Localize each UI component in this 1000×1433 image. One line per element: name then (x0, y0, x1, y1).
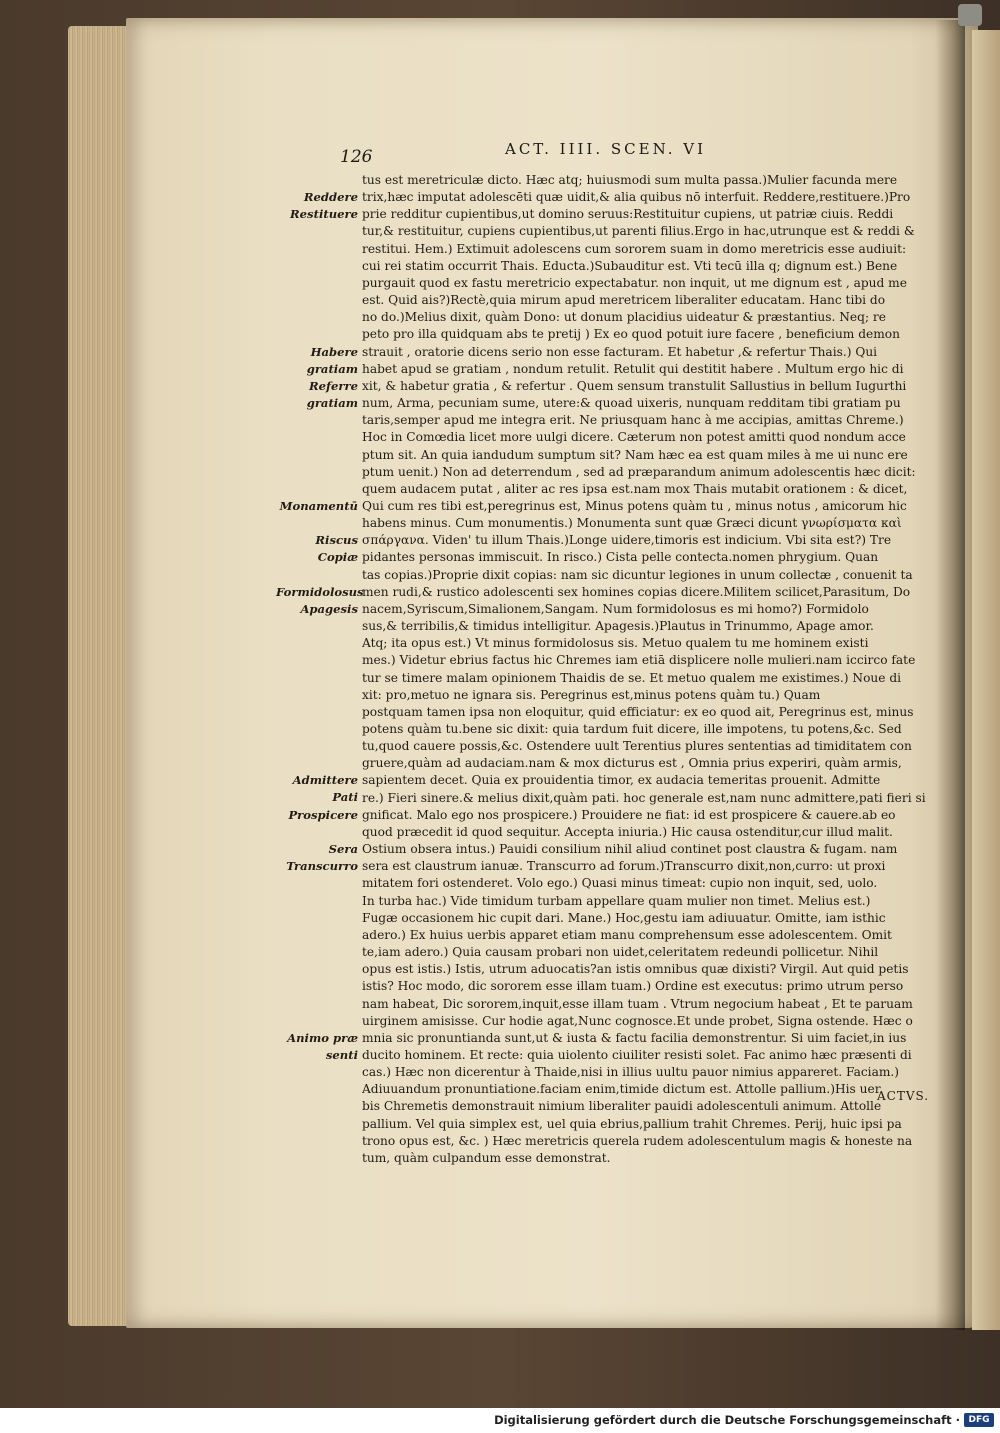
text-line: In turba hac.) Vide timidum turbam appellare quam mulier non timet. Melius est.) (362, 893, 871, 908)
text-line: mnia sic pronuntianda sunt,ut & iusta & factu facilia demonstrentur. Si uim faciet,in ius (362, 1030, 907, 1045)
margin-note: Pati (332, 790, 358, 805)
text-line: Hoc in Comœdia licet more uulgi dicere. Cæterum non potest amitti quod nondum acce (362, 430, 906, 445)
funding-credit: Digitalisierung gefördert durch die Deutsche Forschungsgemeinschaft · (494, 1413, 960, 1427)
margin-note: Transcurro (286, 859, 358, 873)
text-line: xit, & habetur gratia , & refertur . Quem sensum transtulit Sallustius in bellum Iugurthi (362, 378, 907, 393)
text-line: habens minus. Cum monumentis.) Monumenta sunt quæ Græci dicunt γνωρίσματα καὶ (362, 516, 902, 531)
margin-note: Admittere (292, 773, 358, 788)
text-line: Qui cum res tibi est,peregrinus est, Minus potens quàm tu , minus notus , amicorum hic (362, 498, 907, 513)
margin-note: Apagesis (300, 601, 358, 616)
text-line: Atq; ita opus est.) Vt minus formidolosus sis. Metuo qualem tu me hominem existi (362, 636, 869, 651)
text-line: pidantes personas immiscuit. In risco.) Cista pelle contecta.nomen phrygium. Quan (362, 550, 879, 565)
text-line: num, Arma, pecuniam sume, utere:& quoad uixeris, nunquam redditam tibi gratiam pu (362, 396, 901, 411)
text-line: Fugæ occasionem hic cupit dari. Mane.) Hoc,gestu iam adiuuatur. Omitte, iam isthic (362, 910, 886, 925)
text-line: men rudi,& rustico adolescenti sex homines copias dicere.Militem scilicet,Parasitum, Do (362, 584, 911, 599)
text-line: Ostium obsera intus.) Pauidi consilium nihil aliud continet post claustra & fugam. nam (362, 842, 898, 857)
text-line: σπάργανα. Viden' tu illum Thais.)Longe uidere,timoris est indicium. Vbi sita est?) Tre (362, 533, 892, 548)
text-line: te,iam adero.) Quia causam probari non uidet,celeritatem redeundi pollicetur. Nihil (362, 945, 879, 960)
text-line: opus est istis.) Istis, utrum aduocatis?an istis omnibus quæ dixisti? Virgil. Aut quid petis (362, 962, 909, 977)
text-line: postquam tamen ipsa non eloquitur, quid efficiatur: ex eo quod ait, Peregrinus est, minus (362, 704, 914, 719)
margin-note: Habere (310, 344, 358, 359)
page-clip (958, 4, 982, 26)
text-line: est. Quid ais?)Rectè,quia mirum apud meretricem liberaliter educatam. Hanc tibi do (362, 293, 886, 308)
text-line: taris,semper apud me integra erit. Ne priusquam hanc à me accipias, amittas Chreme.) (362, 413, 904, 428)
text-line: cui rei statim occurrit Thais. Educta.)Subauditur est. Vti tecū illa q; dignum est.) Bene (362, 258, 898, 273)
text-line: quod præcedit id quod sequitur. Accepta iniuria.) Hic causa ostenditur,cur illud malit. (362, 824, 893, 839)
text-line: ptum sit. An quia iandudum sumptum sit? Nam hæc ea est quam miles à me ui nunc ere (362, 447, 908, 462)
text-line: strauit , oratorie dicens serio non esse facturam. Et habetur ,& refertur Thais.) Qui (362, 344, 878, 359)
margin-note: Prospicere (288, 807, 358, 822)
text-line: habet apud se gratiam , nondum retulit. Retulit qui destitit habere . Multum ergo hic di (362, 361, 904, 376)
text-line: Adiuuandum pronuntiatione.faciam enim,timide dictum est. Attolle pallium.)His uer (362, 1082, 881, 1097)
text-line: tum, quàm culpandum esse demonstrat. (362, 1150, 611, 1165)
text-line: trix,hæc imputat adolescēti quæ uidit,& alia quibus nō interfuit. Reddere,restituere.)Pro (362, 190, 911, 205)
margin-note: Formidolosus (276, 584, 364, 599)
text-line: tur se timere malam opinionem Thaidis de se. Et metuo qualem me existimes.) Noue di (362, 670, 902, 685)
margin-note: Animo præ (287, 1030, 358, 1045)
margin-note: Restituere (290, 207, 358, 222)
text-line: trono opus est, &c. ) Hæc meretricis querela rudem adolescentulum magis & honeste na (362, 1133, 913, 1148)
margin-note: Reddere (303, 190, 358, 205)
text-line: istis? Hoc modo, dic sororem esse illam tuam.) Ordine est executus: primo utrum perso (362, 979, 904, 994)
text-line: nam habeat, Dic sororem,inquit,esse illam tuam . Vtrum negocium habeat , Et te paruam (362, 996, 913, 1011)
facing-page-edge (972, 30, 1000, 1330)
text-line: mitatem fori ostenderet. Volo ego.) Quasi minus timeat: cupio non inquit, sed, uolo. (362, 876, 878, 891)
margin-note: Monamentū (279, 498, 358, 513)
margin-note: Referre (309, 378, 358, 393)
text-line: cas.) Hæc non dicerentur à Thaide,nisi in illius uultu pauor nimius appareret. Faciam.) (362, 1065, 900, 1080)
text-line: tu,quod cauere possis,&c. Ostendere uult Terentius plures sententias ad timiditatem con (362, 739, 912, 754)
text-line: pallium. Vel quia simplex est, uel quia ebrius,pallium trahit Chremes. Perij, huic ipsi pa (362, 1116, 902, 1131)
text-line: gruere,quàm ad audaciam.nam & mox dicturus est , Omnia prius experiri, quàm armis, (362, 756, 902, 771)
text-line: restitui. Hem.) Extimuit adolescens cum sororem suam in domo meretricis esse audiuit: (362, 241, 907, 256)
text-line: bis Chremetis demonstrauit nimium liberaliter pauidi adolescentuli animum. Attolle (362, 1099, 882, 1114)
text-line: xit: pro,metuo ne ignara sis. Peregrinus est,minus potens quàm tu.) Quam (362, 687, 821, 702)
page-number: 126 (340, 147, 373, 167)
text-line: nacem,Syriscum,Simalionem,Sangam. Num formidolosus es mi homo?) Formidolo (362, 601, 869, 616)
text-line: sus,& terribilis,& timidus intelligitur. Apagesis.)Plautus in Trinummo, Apage amor. (362, 619, 874, 634)
text-line: quem audacem putat , aliter ac res ipsa est.nam mox Thais mutabit orationem : & dicet, (362, 481, 908, 496)
digitization-footer (0, 1408, 1000, 1433)
margin-note: gratiam (306, 361, 358, 376)
text-line: sera est claustrum ianuæ. Transcurro ad forum.)Transcurro dixit,non,curro: ut proxi (362, 859, 886, 874)
text-line: ducito hominem. Et recte: quia uiolento ciuiliter resisti solet. Fac animo hæc præsenti di (362, 1047, 912, 1062)
dfg-logo: DFG (964, 1413, 994, 1427)
margin-note: Copiæ (317, 550, 358, 565)
text-line: tas copias.)Proprie dixit copias: nam sic dicuntur legiones in unum collectæ , conuenit ta (362, 567, 913, 582)
catchword: ACTVS. (877, 1089, 930, 1103)
text-line: tus est meretriculæ dicto. Hæc atq; huiusmodi sum multa passa.)Mulier facunda mere (362, 173, 898, 187)
running-head: ACT. IIII. SCEN. VI (505, 140, 707, 158)
text-line: ptum uenit.) Non ad deterrendum , sed ad præparandum animum adolescentis hæc dicit: (362, 464, 916, 479)
margin-note: Sera (328, 841, 358, 856)
text-line: prie redditur cupientibus,ut domino seruus:Restituitur cupiens, ut patriæ ciuis. Reddi (362, 207, 894, 222)
text-line: adero.) Ex huius uerbis apparet etiam manu comprehensum esse adolescentem. Omit (362, 927, 892, 942)
margin-note: gratiam (306, 395, 358, 410)
text-line: uirginem amisisse. Cur hodie agat,Nunc cognosce.Et unde probet, Signa ostende. Hæc o (362, 1013, 913, 1028)
margin-note: senti (325, 1047, 358, 1062)
text-line: sapientem decet. Quia ex prouidentia timor, ex audacia temeritas prouenit. Admitte (362, 773, 881, 788)
text-line: mes.) Videtur ebrius factus hic Chremes iam etiā displicere nolle mulieri.nam iccirco fate (362, 653, 916, 668)
text-line: gnificat. Malo ego nos prospicere.) Prouidere ne fiat: id est prospicere & cauere.ab eo (362, 807, 896, 822)
text-line: re.) Fieri sinere.& melius dixit,quàm pati. hoc generale est,nam nunc admittere,pati fieri si (362, 790, 926, 805)
margin-note: Riscus (315, 533, 358, 548)
text-line: purgauit quod ex fastu meretricio expectabatur. non inquit, ut me dignum est , apud me (362, 275, 907, 290)
text-line: no do.)Melius dixit, quàm Dono: ut donum placidius uideatur & præstantius. Neq; re (362, 310, 886, 325)
text-line: tur,& restituitur, cupiens cupientibus,ut parenti filius.Ergo in hac,utrunque est & reddi & (362, 224, 915, 239)
text-line: potens quàm tu.bene sic dixit: quia tardum fuit dicere, ille impotens, tu potens,&c. Sed (362, 722, 902, 736)
text-line: peto pro illa quidquam abs te pretij ) Ex eo quod potuit iure facere , beneficium demon (362, 327, 900, 342)
commentary-text (362, 172, 954, 1167)
